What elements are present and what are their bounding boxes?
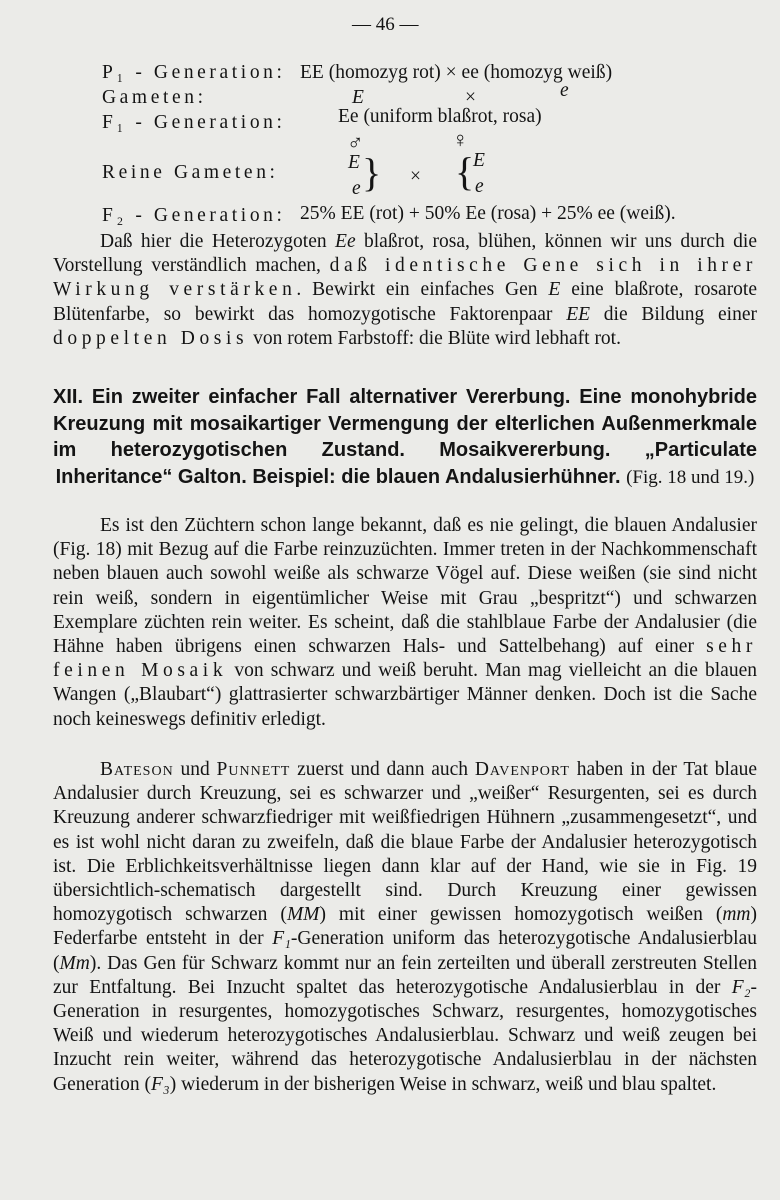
male-gamete-bottom: e <box>352 178 361 199</box>
gametes-cross: × <box>465 87 476 108</box>
male-gamete-top: E <box>348 152 360 173</box>
f1-generation-value: Ee (uniform blaßrot, rosa) <box>338 106 542 127</box>
emphasis-fine-mosaic: sehr feinen Mosaik <box>53 636 757 682</box>
female-brace: { <box>455 149 475 194</box>
male-symbol: ♂ <box>347 130 364 155</box>
paragraph-heterozygote: Daß hier die Heterozygoten Ee blaßrot, rosa, blühen, können wir uns durch die Vorstellung verständlich machen, daß identische Gene sich in ihrer Wirkung verstärken. Bewirkt ein einfaches Gen E eine blaßrote, rosarote Blütenfarbe, so bewirkt das homozygotische Faktorenpaar EE die Bildung einer doppelten Dosis von rotem Farbstoff: die Blüte wird lebhaft rot. <box>53 231 758 349</box>
f1-generation-label: F₁ - Generation: <box>102 112 286 133</box>
female-symbol: ♀ <box>452 127 469 152</box>
p1-generation-value: EE (homozyg rot) × ee (homozyg weiß) <box>300 62 613 83</box>
gametes-cross-2: × <box>410 166 421 187</box>
paragraph-andalusian-breeding: Es ist den Züchtern schon lange bekannt, daß es nie gelingt, die blauen Andalusier (Fig. 18) mit Bezug auf die Farbe reinzuzüchten. Immer treten in der Nachkommenschaft neben blauen auch sowohl weiße als schwarze Vögel auf. Diese weißen (sie sind nicht rein weiß, sondern in eigentümlicher Weise mit Grau „bespritzt“) und schwarzen Exemplare züchten rein weiter. Es scheint, daß die stahlblaue Farbe der Andalusier (die Hähne haben übrigens einen schwarzen Hals- und Sattelbehang) auf einer sehr feinen Mosaik von schwarz und weiß beruht. Man mag vielleicht an die blauen Wangen („Blaubart“) glattrasierter schwarzbärtiger Männer denken. Doch ist die Sache noch keineswegs definitiv erledigt. <box>53 515 757 730</box>
author-punnett: Punnett <box>216 759 291 780</box>
figure-reference: (Fig. 18 und 19.) <box>626 466 755 488</box>
f2-generation-value: 25% EE (rot) + 50% Ee (rosa) + 25% ee (weiß). <box>300 203 676 224</box>
section-heading-xii: XII. Ein zweiter einfacher Fall alternativer Vererbung. Eine monohybride Kreuzung mit mosaikartiger Vermengung der elterlichen Außenmerkmale im heterozygotischen Zustand. Mosaikvererbung. „Particulate Inheritance“ Galton. Beispiel: die blauen Andalusierhühner. (Fig. 18 und 19.) <box>53 386 757 488</box>
gamete-right: e <box>560 80 569 101</box>
gametes-label: Gameten: <box>102 87 207 108</box>
author-davenport: Davenport <box>474 759 570 780</box>
emphasis-identical-genes: daß identische Gene sich in ihrer Wirkung verstärken <box>53 255 757 301</box>
gamete-left: E <box>352 87 364 108</box>
female-gamete-bottom: e <box>475 176 484 197</box>
page-number: — 46 — <box>352 14 419 35</box>
male-brace: } <box>362 150 382 195</box>
pure-gametes-label: Reine Gameten: <box>102 162 279 183</box>
p1-generation-label: P₁ - Generation: <box>102 62 286 83</box>
paragraph-bateson-punnett: Bateson und Punnett zuerst und dann auch Davenport haben in der Tat blaue Andalusier durch Kreuzung, sei es schwarzer und „weißer“ Resurgenten, sei es durch Kreuzung anderer schwarzfiedriger mit weißfiedrigen Hühnern „zusammengesetzt“, und es ist wohl nicht daran zu zweifeln, daß die blaue Farbe der Andalusier heterozygotisch ist. Die Erblichkeitsverhältnisse liegen dann klar auf der Hand, wie sie in Fig. 19 übersichtlich-schematisch dargestellt sind. Durch Kreuzung einer gewissen homozygotisch schwarzen (MM) mit einer gewissen homozygotisch weißen (mm) Federfarbe entsteht in der F₁-Generation uniform das heterozygotische Andalusierblau (Mm). Das Gen für Schwarz kommt nur an fein zerteilten und überall zerstreuten Stellen zur Entfaltung. Bei Inzucht spaltet das heterozygotische Andalusierblau in der F₂-Generation in resurgentes, homozygotisches Schwarz, resurgentes, homozygotisches Weiß und wiederum heterozygotisches Andalusierblau. Schwarz und weiß zeugen bei Inzucht rein weiter, während das heterozygotische Andalusierblau in der nächsten Generation (F₃) wiederum in der bisherigen Weise in schwarz, weiß und blau spaltet. <box>53 759 758 1095</box>
female-gamete-top: E <box>473 150 485 171</box>
f2-generation-label: F₂ - Generation: <box>102 205 286 226</box>
emphasis-double-dose: doppelten Dosis <box>53 327 249 349</box>
author-bateson: Bateson <box>100 759 174 780</box>
